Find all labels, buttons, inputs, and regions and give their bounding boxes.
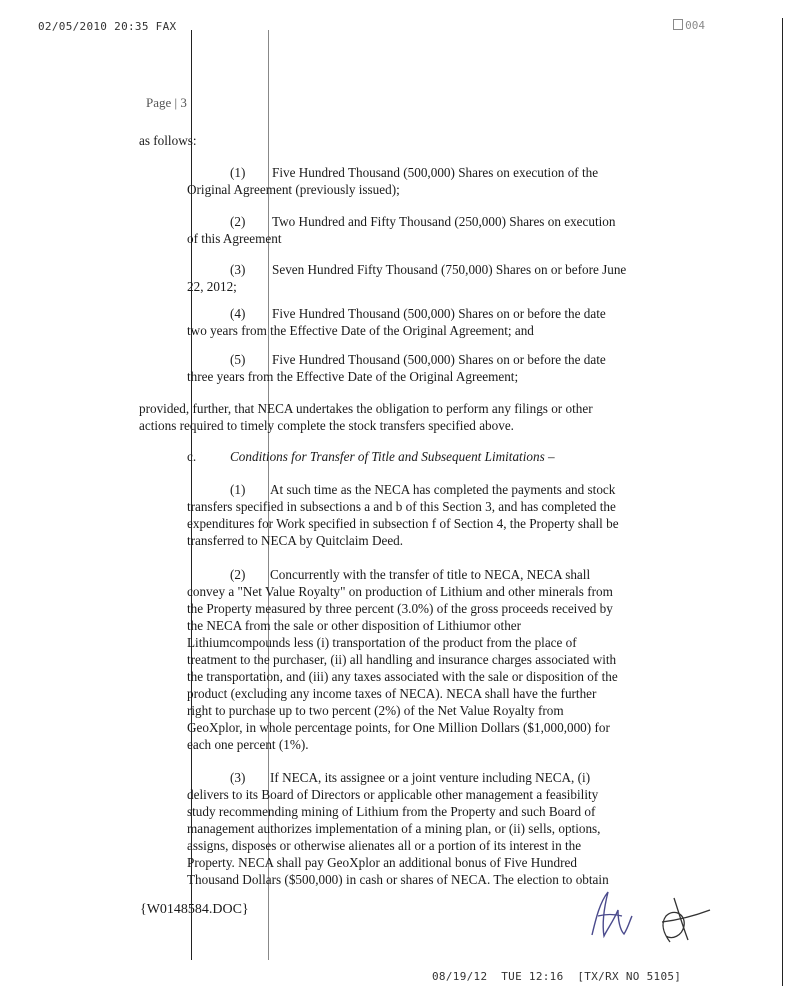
condition-line: Thousand Dollars ($500,000) in cash or shares of NECA. The election to obtain: [187, 872, 609, 887]
section-letter: c.: [187, 449, 197, 464]
condition-line: At such time as the NECA has completed the payments and stock: [270, 482, 616, 497]
condition-line: GeoXplor, in whole percentage points, for One Million Dollars ($1,000,000) for: [187, 720, 610, 735]
share-item-num: (1): [230, 165, 246, 180]
share-item-line2: two years from the Effective Date of the Original Agreement; and: [187, 323, 534, 338]
page-icon: [673, 19, 683, 30]
document-id: {W0148584.DOC}: [140, 902, 249, 917]
section-heading: Conditions for Transfer of Title and Subsequent Limitations –: [230, 449, 555, 464]
share-item-line2: Original Agreement (previously issued);: [187, 182, 400, 197]
initials-stroke-3: [663, 912, 684, 942]
fax-header: 02/05/2010 20:35 FAX: [38, 20, 177, 33]
share-item-num: (4): [230, 306, 246, 321]
condition-line: transferred to NECA by Quitclaim Deed.: [187, 533, 404, 548]
intro-text: as follows:: [139, 133, 197, 148]
share-item-num: (5): [230, 352, 246, 367]
condition-num: (2): [230, 567, 246, 582]
share-item-num: (2): [230, 214, 246, 229]
condition-line: treatment to the purchaser, (ii) all handling and insurance charges associated with: [187, 652, 617, 667]
share-item-line2: three years from the Effective Date of the Original Agreement;: [187, 369, 519, 384]
share-item-line1: Five Hundred Thousand (500,000) Shares on or before the date: [272, 306, 606, 321]
share-item-line1: Five Hundred Thousand (500,000) Shares on or before the date: [272, 352, 606, 367]
condition-line: the Property measured by three percent (3.0%) of the gross proceeds received by: [187, 601, 613, 616]
condition-line: product (excluding any income taxes of NECA). NECA shall have the further: [187, 686, 597, 701]
initials-stroke-5: [662, 910, 710, 922]
condition-line: assigns, disposes or otherwise alienates all or a portion of its interest in the: [187, 838, 582, 853]
condition-num: (3): [230, 770, 246, 785]
handwritten-initials: [578, 880, 718, 950]
condition-line: If NECA, its assignee or a joint venture including NECA, (i): [270, 770, 591, 785]
condition-line: study recommending mining of Lithium from the Property and such Board of: [187, 804, 596, 819]
condition-line: transfers specified in subsections a and b of this Section 3, and has completed the: [187, 499, 616, 514]
share-item-line1: Five Hundred Thousand (500,000) Shares on execution of the: [272, 165, 599, 180]
condition-line: convey a "Net Value Royalty" on production of Lithium and other minerals from: [187, 584, 613, 599]
condition-line: expenditures for Work specified in subsection f of Section 4, the Property shall be: [187, 516, 619, 531]
share-item-line1: Seven Hundred Fifty Thousand (750,000) Shares on or before June: [272, 262, 627, 277]
proviso-line: provided, further, that NECA undertakes the obligation to perform any filings or other: [139, 401, 593, 416]
fax-page-number: 004: [685, 19, 705, 32]
proviso-line: actions required to timely complete the stock transfers specified above.: [139, 418, 514, 433]
condition-line: Concurrently with the transfer of title to NECA, NECA shall: [270, 567, 591, 582]
page-number: Page | 3: [146, 95, 187, 110]
condition-line: delivers to its Board of Directors or applicable other management a feasibility: [187, 787, 599, 802]
initials-stroke-2: [598, 915, 622, 917]
share-item-line2: of this Agreement: [187, 231, 282, 246]
condition-line: Property. NECA shall pay GeoXplor an additional bonus of Five Hundred: [187, 855, 577, 870]
share-item-line1: Two Hundred and Fifty Thousand (250,000) Shares on execution: [272, 214, 616, 229]
fax-footer: 08/19/12 TUE 12:16 [TX/RX NO 5105]: [432, 970, 682, 983]
condition-line: right to purchase up to two percent (2%) of the Net Value Royalty from: [187, 703, 564, 718]
condition-line: the transportation, and (iii) any taxes associated with the sale or disposition of the: [187, 669, 618, 684]
condition-line: the NECA from the sale or other disposition of Lithiumor other: [187, 618, 522, 633]
condition-line: management authorizes implementation of a mining plan, or (ii) sells, options,: [187, 821, 601, 836]
condition-num: (1): [230, 482, 246, 497]
condition-line: Lithiumcompounds less (i) transportation of the product from the place of: [187, 635, 577, 650]
right-edge-line: [782, 18, 783, 986]
fax-page-stamp: [673, 19, 705, 32]
share-item-num: (3): [230, 262, 246, 277]
condition-line: each one percent (1%).: [187, 737, 309, 752]
share-item-line2: 22, 2012;: [187, 279, 237, 294]
